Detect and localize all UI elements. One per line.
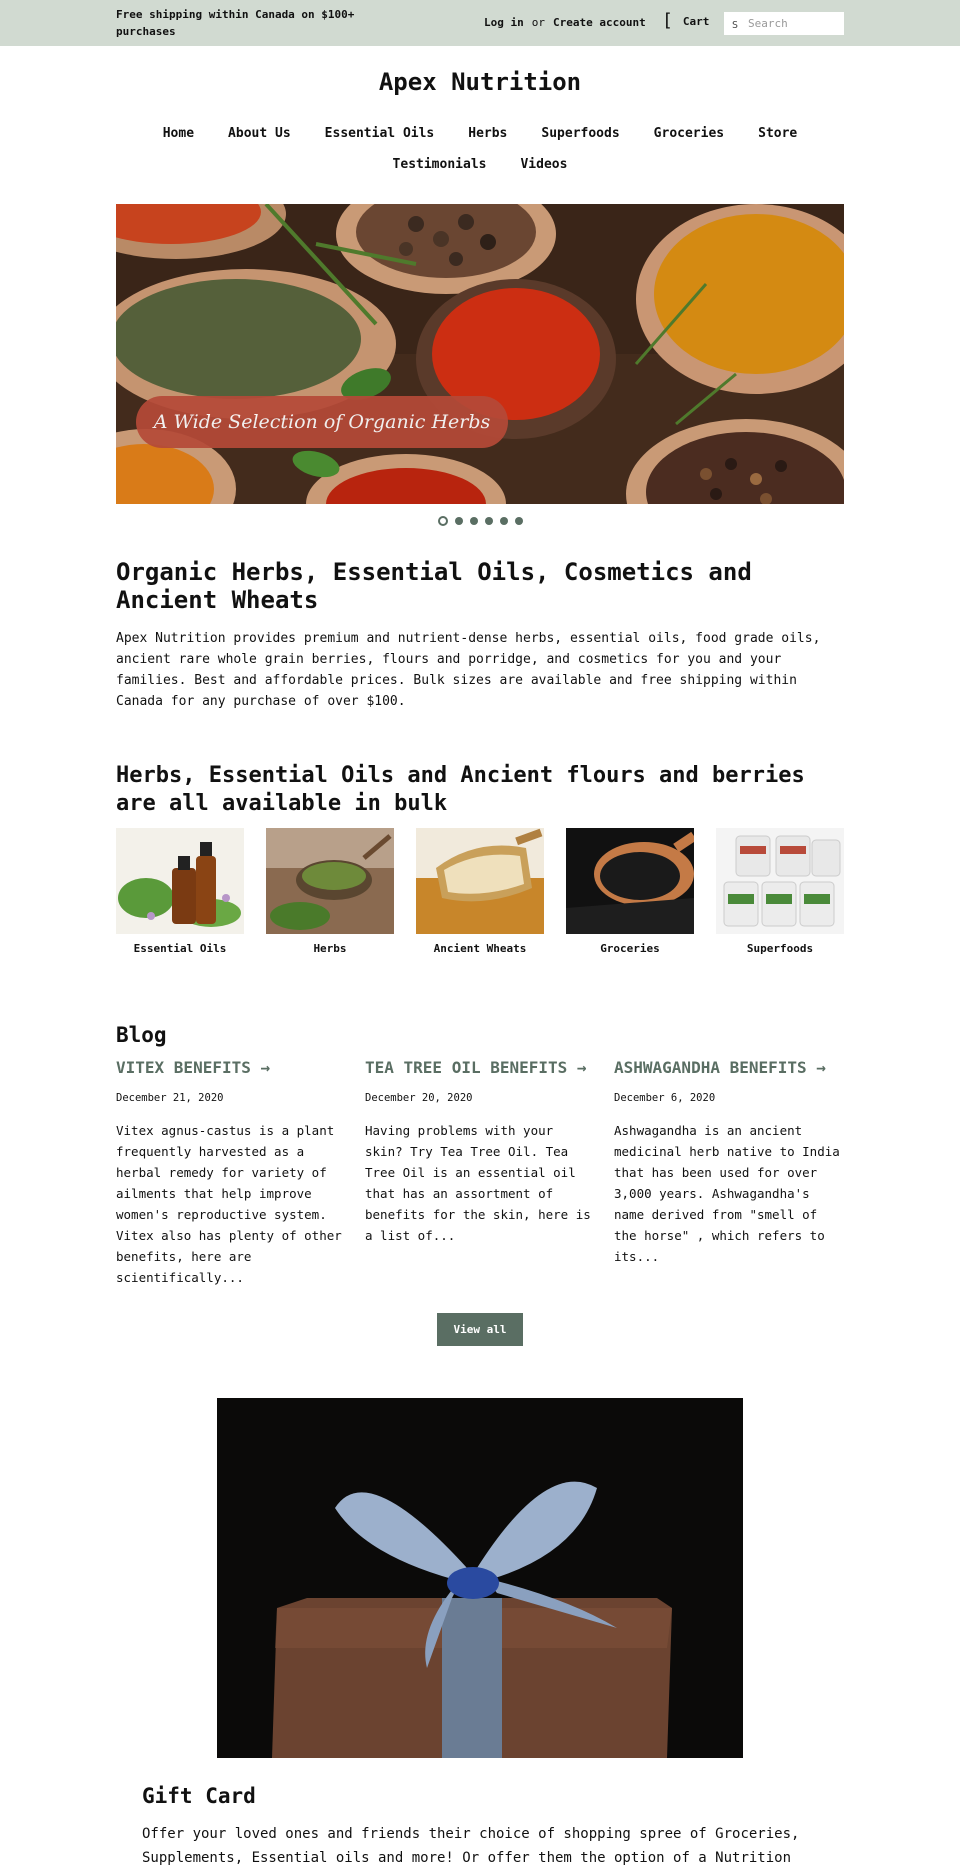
blog-post-date: December 21, 2020: [116, 1092, 224, 1104]
slide-dot-6[interactable]: [515, 517, 523, 525]
blog-post: [614, 1058, 844, 1288]
create-account-link[interactable]: Create account: [553, 16, 646, 29]
herbs-image[interactable]: [266, 828, 394, 934]
announcement-bar: [0, 0, 960, 46]
slideshow-pagination: [0, 516, 960, 526]
cart-icon: [: [662, 10, 673, 31]
collection-label[interactable]: Ancient Wheats: [433, 942, 527, 955]
nav-item-herbs[interactable]: Herbs: [468, 126, 508, 141]
gift-card-text: Offer your loved ones and friends their choice of shopping spree of Groceries, Supplements, Essential oils and more! Or offer them the option of a Nutrition: [142, 1826, 800, 1866]
hero-caption: A Wide Selection of Organic Herbs: [136, 396, 508, 448]
search-icon[interactable]: S: [732, 20, 739, 31]
slide-dot-2[interactable]: [455, 517, 463, 525]
intro-text: Apex Nutrition provides premium and nutrient-dense herbs, essential oils, food grade oils, ancient rare whole grain berries, flours and porridge, and cosmetics for you and your families. Best and affordable prices. Bulk sizes are available and free shipping within Canada for any purchase of over $100.: [116, 631, 821, 709]
essential-oils-image[interactable]: [116, 828, 244, 934]
collections-heading: Herbs, Essential Oils and Ancient flours and berries are all available in bulk: [116, 763, 805, 816]
blog-post-excerpt: Ashwagandha is an ancient medicinal herb native to India that has been used for over 3,000 years. Ashwagandha's name derived from "smell of the horse" , which refers to its...: [614, 1123, 840, 1264]
collection-label[interactable]: Groceries: [600, 942, 660, 955]
slide-dot-4[interactable]: [485, 517, 493, 525]
view-all-button[interactable]: View all: [437, 1313, 523, 1346]
search-input[interactable]: [748, 14, 840, 32]
collection-label[interactable]: Essential Oils: [133, 942, 227, 955]
slide-dot-3[interactable]: [470, 517, 478, 525]
groceries-image[interactable]: [566, 828, 694, 934]
cart-label: Cart: [682, 14, 710, 28]
superfoods-image[interactable]: [716, 828, 844, 934]
blog-post-excerpt: Having problems with your skin? Try Tea Tree Oil. Tea Tree Oil is an essential oil that has an assortment of benefits for the skin, here is a list of...: [365, 1123, 591, 1243]
slide-dot-1[interactable]: [438, 516, 448, 526]
intro-title: Organic Herbs, Essential Oils, Cosmetics and Ancient Wheats: [116, 558, 752, 614]
login-link[interactable]: Log in: [484, 16, 524, 29]
blog-post-title[interactable]: ASHWAGANDHA BENEFITS →: [614, 1058, 826, 1077]
blog-post-title[interactable]: TEA TREE OIL BENEFITS →: [365, 1058, 587, 1077]
slide-dot-5[interactable]: [500, 517, 508, 525]
gift-card-title[interactable]: Gift Card: [142, 1784, 256, 1808]
collection-herbs[interactable]: [266, 828, 394, 955]
blog-post: [365, 1058, 595, 1288]
hero-slideshow[interactable]: [116, 204, 844, 504]
nav-item-home[interactable]: Home: [162, 126, 195, 141]
gift-card-image[interactable]: [217, 1398, 743, 1758]
blog-post-date: December 6, 2020: [614, 1092, 716, 1104]
nav-item-superfoods[interactable]: Superfoods: [541, 126, 620, 141]
nav-item-essential-oils[interactable]: Essential Oils: [324, 126, 435, 141]
collection-groceries[interactable]: [566, 828, 694, 955]
shipping-message: Free shipping within Canada on $100+ purchases: [116, 8, 355, 38]
collection-essential-oils[interactable]: [116, 828, 244, 955]
or-separator: or: [531, 16, 545, 29]
collection-label[interactable]: Herbs: [313, 942, 347, 955]
main-navigation: [116, 124, 844, 174]
ancient-wheats-image[interactable]: [416, 828, 544, 934]
nav-item-groceries[interactable]: Groceries: [653, 126, 725, 141]
collection-ancient-wheats[interactable]: [416, 828, 544, 955]
collection-superfoods[interactable]: [716, 828, 844, 955]
nav-item-about-us[interactable]: About Us: [228, 126, 291, 141]
blog-post-excerpt: Vitex agnus-castus is a plant frequently harvested as a herbal remedy for variety of ailments that help improve women's reproductive system. Vitex also has plenty of other benefits, here are scientifically...: [116, 1123, 342, 1285]
collection-grid: [116, 828, 844, 955]
blog-posts: [116, 1058, 844, 1288]
blog-post-date: December 20, 2020: [365, 1092, 473, 1104]
hero-spices-image: [116, 204, 844, 504]
search-box[interactable]: [724, 12, 844, 35]
nav-item-testimonials[interactable]: Testimonials: [392, 157, 487, 172]
site-logo-title[interactable]: Apex Nutrition: [378, 68, 582, 96]
nav-item-videos[interactable]: Videos: [520, 157, 568, 172]
blog-heading[interactable]: Blog: [116, 1023, 167, 1047]
collection-label[interactable]: Superfoods: [746, 942, 814, 955]
blog-post: [116, 1058, 346, 1288]
account-links: [484, 16, 646, 29]
blog-post-title[interactable]: VITEX BENEFITS →: [116, 1058, 271, 1077]
nav-item-store[interactable]: Store: [758, 126, 798, 141]
cart-link[interactable]: [662, 12, 709, 30]
